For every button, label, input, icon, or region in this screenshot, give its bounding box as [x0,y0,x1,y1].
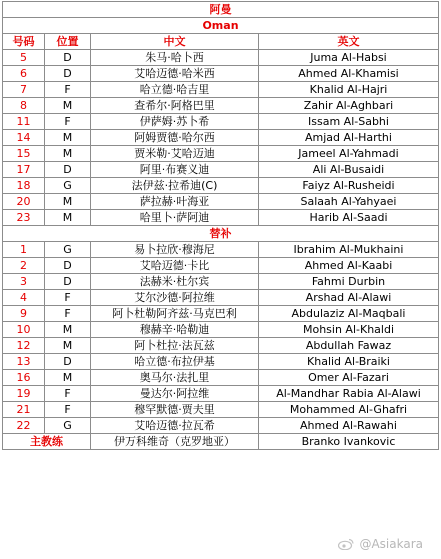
coach-section [3,434,439,450]
player-name-en: Arshad Al-Alawi [259,290,439,306]
player-position: D [45,66,91,82]
player-number: 17 [3,162,45,178]
player-row [3,338,439,354]
player-row [3,418,439,434]
player-name-cn: 艾哈迈德·哈米西 [91,66,259,82]
player-position: F [45,114,91,130]
player-name-cn: 查希尔·阿格巴里 [91,98,259,114]
player-position: G [45,418,91,434]
player-row [3,82,439,98]
player-name-en: Salaah Al-Yahyaei [259,194,439,210]
player-row [3,386,439,402]
player-row [3,258,439,274]
player-number: 15 [3,146,45,162]
player-name-cn: 法赫米·杜尔宾 [91,274,259,290]
player-row [3,290,439,306]
player-row [3,146,439,162]
player-row [3,50,439,66]
player-name-cn: 贾米勒·艾哈迈迪 [91,146,259,162]
player-name-en: Ali Al-Busaidi [259,162,439,178]
header-row [3,34,439,50]
player-row [3,402,439,418]
title-row-cn [3,2,439,18]
player-name-cn: 穆赫辛·哈勒迪 [91,322,259,338]
player-number: 3 [3,274,45,290]
player-row [3,130,439,146]
player-name-en: Juma Al-Habsi [259,50,439,66]
player-number: 5 [3,50,45,66]
player-name-en: Fahmi Durbin [259,274,439,290]
player-position: F [45,306,91,322]
player-row [3,306,439,322]
player-name-en: Ahmed Al-Rawahi [259,418,439,434]
weibo-icon [338,538,354,550]
roster-table [2,1,439,450]
player-position: M [45,98,91,114]
watermark [338,537,423,551]
player-row [3,370,439,386]
player-name-cn: 阿卜杜勒阿齐兹·马克巴利 [91,306,259,322]
player-number: 16 [3,370,45,386]
player-row [3,322,439,338]
player-name-cn: 哈立德·哈吉里 [91,82,259,98]
player-position: M [45,338,91,354]
player-row [3,242,439,258]
player-number: 1 [3,242,45,258]
player-name-en: Al-Mandhar Rabia Al-Alawi [259,386,439,402]
player-name-cn: 阿姆贾德·哈尔西 [91,130,259,146]
player-number: 13 [3,354,45,370]
player-number: 23 [3,210,45,226]
player-position: D [45,162,91,178]
player-name-en: Harib Al-Saadi [259,210,439,226]
player-name-cn: 阿里·布赛义迪 [91,162,259,178]
player-name-en: Omer Al-Fazari [259,370,439,386]
header-english: 英文 [259,34,439,50]
player-name-en: Mohammed Al-Ghafri [259,402,439,418]
coach-name-en: Branko Ivankovic [259,434,439,450]
player-name-en: Zahir Al-Aghbari [259,98,439,114]
player-number: 4 [3,290,45,306]
player-position: F [45,386,91,402]
player-name-en: Ahmed Al-Kaabi [259,258,439,274]
player-position: M [45,322,91,338]
player-name-en: Ahmed Al-Khamisi [259,66,439,82]
player-position: M [45,130,91,146]
subs-section [3,226,439,242]
player-row [3,194,439,210]
player-row [3,178,439,194]
player-number: 20 [3,194,45,210]
player-position: D [45,274,91,290]
player-position: F [45,290,91,306]
player-position: F [45,82,91,98]
player-name-en: Amjad Al-Harthi [259,130,439,146]
player-name-en: Abdullah Fawaz [259,338,439,354]
player-row [3,98,439,114]
player-position: G [45,242,91,258]
player-name-cn: 萨拉赫·叶海亚 [91,194,259,210]
player-name-cn: 艾哈迈德·卡比 [91,258,259,274]
player-name-cn: 曼达尔·阿拉维 [91,386,259,402]
player-number: 8 [3,98,45,114]
subs-label: 替补 [3,226,439,242]
player-name-cn: 朱马·哈卜西 [91,50,259,66]
player-name-cn: 奥马尔·法扎里 [91,370,259,386]
header-number: 号码 [3,34,45,50]
player-name-en: Mohsin Al-Khaldi [259,322,439,338]
title-row-en [3,18,439,34]
player-position: D [45,258,91,274]
player-name-cn: 易卜拉欣·穆海尼 [91,242,259,258]
player-position: D [45,354,91,370]
player-number: 10 [3,322,45,338]
starters-list [3,50,439,226]
player-number: 22 [3,418,45,434]
player-name-en: Ibrahim Al-Mukhaini [259,242,439,258]
player-name-cn: 艾哈迈德·拉瓦希 [91,418,259,434]
player-position: D [45,50,91,66]
coach-name-cn: 伊万科维奇（克罗地亚） [91,434,259,450]
subs-header-row [3,226,439,242]
coach-label: 主教练 [3,434,91,450]
player-name-cn: 艾尔沙德·阿拉维 [91,290,259,306]
header-chinese: 中文 [91,34,259,50]
player-number: 14 [3,130,45,146]
player-position: G [45,178,91,194]
roster-body [3,2,439,50]
player-position: M [45,146,91,162]
player-row [3,210,439,226]
player-number: 7 [3,82,45,98]
player-number: 11 [3,114,45,130]
player-number: 18 [3,178,45,194]
player-row [3,162,439,178]
player-name-cn: 法伊兹·拉希迪(C) [91,178,259,194]
player-name-en: Khalid Al-Hajri [259,82,439,98]
watermark-text: @Asiakara [359,537,423,551]
player-name-en: Faiyz Al-Rusheidi [259,178,439,194]
player-row [3,354,439,370]
player-position: F [45,402,91,418]
player-position: M [45,210,91,226]
team-title-cn: 阿曼 [3,2,439,18]
header-position: 位置 [45,34,91,50]
player-position: M [45,370,91,386]
player-row [3,66,439,82]
player-name-en: Issam Al-Sabhi [259,114,439,130]
player-number: 2 [3,258,45,274]
player-name-cn: 哈里卜·萨阿迪 [91,210,259,226]
team-title-en: Oman [3,18,439,34]
player-number: 12 [3,338,45,354]
subs-list [3,242,439,434]
player-number: 9 [3,306,45,322]
player-row [3,114,439,130]
player-name-en: Khalid Al-Braiki [259,354,439,370]
player-row [3,274,439,290]
player-number: 21 [3,402,45,418]
player-name-en: Abdulaziz Al-Maqbali [259,306,439,322]
player-name-cn: 穆罕默德·贾夫里 [91,402,259,418]
player-number: 6 [3,66,45,82]
player-name-cn: 阿卜杜拉·法瓦兹 [91,338,259,354]
player-name-cn: 哈立德·布拉伊基 [91,354,259,370]
player-number: 19 [3,386,45,402]
player-name-cn: 伊萨姆·苏卜希 [91,114,259,130]
coach-row [3,434,439,450]
player-name-en: Jameel Al-Yahmadi [259,146,439,162]
player-position: M [45,194,91,210]
